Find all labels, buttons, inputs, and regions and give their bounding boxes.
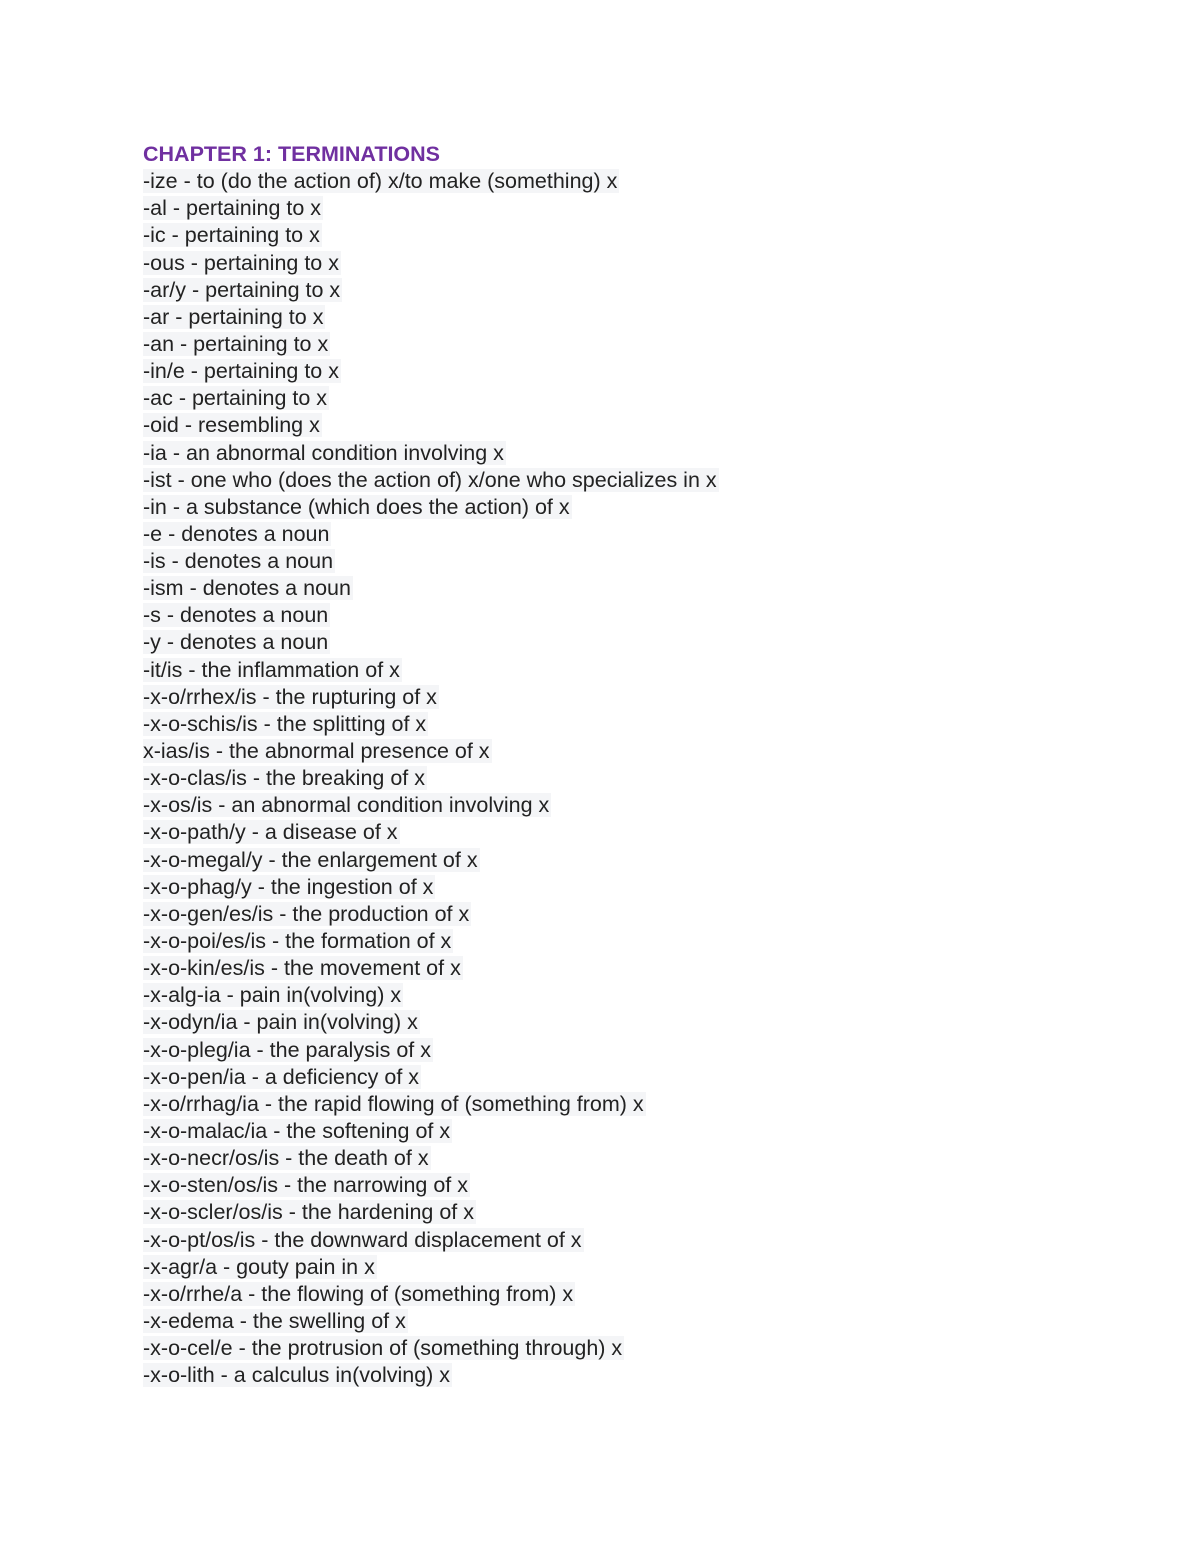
term-line — [143, 901, 1143, 928]
term-text: -s - denotes a noun — [143, 603, 329, 628]
term-line — [143, 1064, 1143, 1091]
term-text: -x-o-poi/es/is - the formation of x — [143, 929, 452, 954]
term-text: -ism - denotes a noun — [143, 576, 351, 601]
term-text: -x-o-malac/ia - the softening of x — [143, 1119, 451, 1144]
term-text: -x-edema - the swelling of x — [143, 1309, 406, 1333]
term-line — [143, 847, 1143, 874]
term-text: -x-o-path/y - a disease of x — [143, 820, 398, 845]
term-line — [143, 440, 1143, 467]
term-line — [143, 548, 1143, 575]
term-text: -x-o-scler/os/is - the hardening of x — [143, 1200, 474, 1225]
term-text: -it/is - the inflammation of x — [143, 657, 400, 682]
term-text: -ar - pertaining to x — [143, 304, 324, 329]
term-line — [143, 1091, 1143, 1118]
term-text: -ar/y - pertaining to x — [143, 277, 341, 302]
term-text: -x-o-megal/y - the enlargement of x — [143, 847, 478, 872]
term-text: -y - denotes a noun — [143, 630, 329, 655]
term-text: -ac - pertaining to x — [143, 386, 328, 411]
term-line — [143, 304, 1143, 331]
term-line — [143, 575, 1143, 602]
term-text: -x-o-clas/is - the breaking of x — [143, 766, 425, 791]
term-text: -ist - one who (does the action of) x/one who specializes in x — [143, 467, 717, 492]
term-line — [143, 982, 1143, 1009]
term-line — [143, 494, 1143, 521]
term-text: -oid - resembling x — [143, 413, 320, 438]
term-text: -e - denotes a noun — [143, 521, 330, 546]
term-line — [143, 1199, 1143, 1226]
term-text: -x-agr/a - gouty pain in x — [143, 1254, 375, 1279]
term-text: -x-o-phag/y - the ingestion of x — [143, 874, 434, 899]
term-line — [143, 331, 1143, 358]
term-line — [143, 1172, 1143, 1199]
term-text: -x-o/rrhag/ia - the rapid flowing of (something from) x — [143, 1091, 644, 1116]
chapter-title: CHAPTER 1: TERMINATIONS — [143, 142, 441, 166]
term-text: -x-alg-ia - pain in(volving) x — [143, 983, 402, 1008]
term-line — [143, 1118, 1143, 1145]
term-line — [143, 629, 1143, 656]
term-line — [143, 1254, 1143, 1281]
term-line — [143, 385, 1143, 412]
term-text: -ia - an abnormal condition involving x — [143, 440, 504, 465]
term-text: -x-o-pleg/ia - the paralysis of x — [143, 1037, 431, 1062]
term-line — [143, 765, 1143, 792]
term-text: -x-os/is - an abnormal condition involving x — [143, 793, 550, 818]
term-line — [143, 222, 1143, 249]
term-text: -in - a substance (which does the action) of x — [143, 494, 570, 519]
term-text: -ize - to (do the action of) x/to make (something) x — [143, 169, 618, 194]
term-text: -ous - pertaining to x — [143, 250, 339, 275]
term-text: -x-odyn/ia - pain in(volving) x — [143, 1010, 418, 1035]
term-text: -x-o-gen/es/is - the production of x — [143, 901, 470, 926]
term-line — [143, 521, 1143, 548]
term-line — [143, 711, 1143, 738]
term-line — [143, 657, 1143, 684]
term-line — [143, 602, 1143, 629]
term-line — [143, 819, 1143, 846]
term-text: -in/e - pertaining to x — [143, 359, 339, 384]
term-line — [143, 1335, 1143, 1362]
term-text: -x-o-sten/os/is - the narrowing of x — [143, 1173, 469, 1198]
term-line — [143, 1281, 1143, 1308]
term-text: -x-o-pen/ia - a deficiency of x — [143, 1064, 420, 1089]
term-line — [143, 358, 1143, 385]
term-line — [143, 168, 1143, 195]
term-line — [143, 928, 1143, 955]
term-text: x-ias/is - the abnormal presence of x — [143, 739, 490, 764]
term-line — [143, 738, 1143, 765]
term-line — [143, 1145, 1143, 1172]
term-text: -x-o/rrhe/a - the flowing of (something from) x — [143, 1281, 574, 1306]
term-line — [143, 195, 1143, 222]
term-line — [143, 1227, 1143, 1254]
term-line — [143, 1308, 1143, 1335]
term-text: -ic - pertaining to x — [143, 223, 320, 248]
term-line — [143, 684, 1143, 711]
document-page — [143, 141, 1143, 1389]
term-line — [143, 792, 1143, 819]
term-line — [143, 467, 1143, 494]
term-line — [143, 874, 1143, 901]
term-text: -x-o/rrhex/is - the rupturing of x — [143, 684, 437, 709]
term-text: -x-o-pt/os/is - the downward displacement of x — [143, 1227, 582, 1252]
term-text: -al - pertaining to x — [143, 196, 322, 221]
term-text: -is - denotes a noun — [143, 549, 334, 574]
term-text: -x-o-necr/os/is - the death of x — [143, 1146, 429, 1171]
term-list — [143, 168, 1143, 1389]
term-line — [143, 277, 1143, 304]
term-text: -an - pertaining to x — [143, 331, 329, 356]
term-line — [143, 412, 1143, 439]
term-line — [143, 1037, 1143, 1064]
term-line — [143, 250, 1143, 277]
term-text: -x-o-kin/es/is - the movement of x — [143, 956, 461, 981]
term-line — [143, 955, 1143, 982]
term-text: -x-o-lith - a calculus in(volving) x — [143, 1363, 451, 1388]
term-text: -x-o-schis/is - the splitting of x — [143, 711, 427, 736]
term-line — [143, 1362, 1143, 1389]
term-text: -x-o-cel/e - the protrusion of (something through) x — [143, 1336, 623, 1361]
term-line — [143, 1009, 1143, 1036]
